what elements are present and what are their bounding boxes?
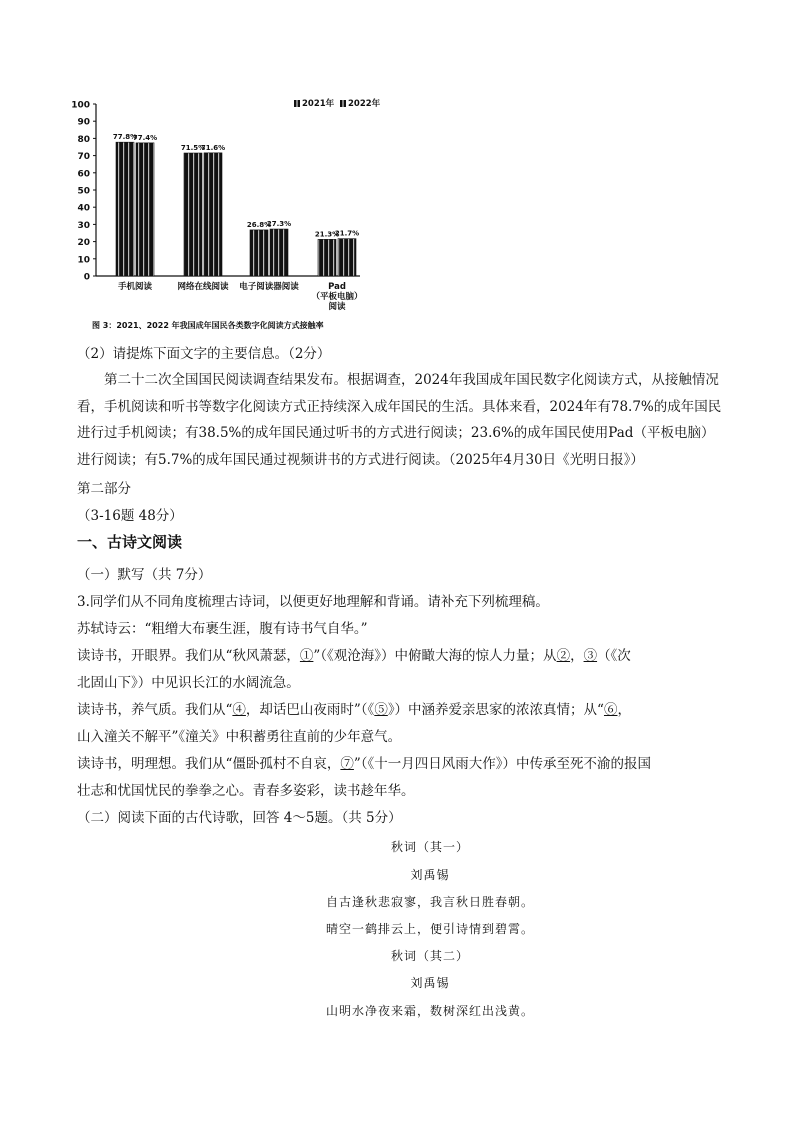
y-tick-label: 100 [71, 100, 90, 111]
y-tick-label: 50 [77, 186, 90, 197]
poem-2-title: 秋词（其二） [390, 949, 469, 963]
question-3-line-1 [77, 644, 631, 664]
category-label: 电子阅读器阅读 [239, 282, 299, 292]
y-tick-label: 70 [77, 152, 90, 163]
y-tick-label: 30 [77, 220, 90, 231]
question-3-line-2: 北固山下》）中见识长江的水阔流急。 [77, 675, 300, 691]
poem-1-title: 秋词（其一） [390, 840, 469, 854]
text: ， [570, 648, 584, 664]
legend-label: 2021年 [302, 99, 335, 109]
y-tick-label: 60 [77, 169, 90, 180]
blank-7[interactable]: ⑦ [340, 756, 354, 772]
legend-swatch [340, 100, 343, 107]
text: 》）中涵养爱亲思家的浓浓真情；从“ [387, 702, 604, 718]
category-label: 手机阅读 [117, 282, 153, 292]
question-3-line-3 [77, 698, 631, 718]
bar [184, 153, 202, 276]
subsection-dictation-title: （一）默写（共 7分） [77, 567, 212, 583]
question-3-intro: 3.同学们从不同角度梳理古诗词，以便更好地理解和背诵。请补充下列梳理稿。 [77, 594, 549, 610]
data-label: 26.8% [246, 220, 272, 229]
legend-swatch [294, 100, 297, 107]
text: ”（《观沧海》）中俯瞰大海的惊人力量；从 [313, 648, 557, 664]
bar [338, 239, 356, 276]
blank-1[interactable]: ① [299, 648, 314, 664]
category-label: 网络在线阅读 [177, 282, 229, 292]
text: ，却话巴山夜雨时”（《 [245, 702, 375, 718]
question-3-line-4: 山入潼关不解平”《潼关》中积蓄勇往直前的少年意气。 [77, 729, 402, 745]
text: ”（《十一月四日风雨大作》）中传承至死不渝的报国 [353, 756, 652, 772]
chart-caption: 图 3：2021、2022 年我国成年国民各类数字化阅读方式接触率 [92, 321, 324, 330]
y-tick-label: 10 [77, 255, 90, 266]
data-label: 77.4% [132, 133, 158, 142]
text: （《次 [597, 648, 631, 664]
y-tick-label: 80 [77, 134, 90, 145]
y-tick-label: 0 [83, 272, 90, 283]
poem-2-author: 刘禹锡 [410, 976, 450, 990]
bar [204, 153, 222, 276]
bar [136, 143, 154, 276]
text: 读诗书，养气质。我们从“ [77, 702, 233, 718]
blank-5[interactable]: ⑤ [374, 702, 388, 718]
y-tick-label: 40 [77, 203, 90, 214]
data-label: 21.7% [334, 229, 360, 238]
data-label: 77.8% [112, 133, 138, 142]
blank-2[interactable]: ② [556, 648, 571, 664]
poem-1-line-2: 晴空一鹤排云上，便引诗情到碧霄。 [325, 922, 534, 936]
question-3-line-5 [77, 752, 651, 772]
data-label: 71.6% [200, 143, 226, 152]
category-label: 阅读 [328, 302, 346, 312]
bar [250, 230, 268, 276]
data-label: 21.3% [314, 230, 340, 239]
question-2-passage: 第二十二次全国国民阅读调查结果发布。根据调查，2024年我国成年国民数字化阅读方式，从接触情况看，手机阅读和听书等数字化阅读方式正持续深入成年国民的生活。具体来看，2024年有78.7%的成年国民进行过手机阅读；有38.5%的成年国民通过听书的方式进行阅读；23.6%的成年国民使用Pad（平板电脑）进行阅读；有5.7%的成年国民通过视频讲书的方式进行阅读。（2025年4月30日《光明日报》） [77, 372, 722, 468]
data-label: 27.3% [266, 220, 292, 229]
legend-swatch [344, 100, 347, 107]
legend-label: 2022年 [348, 99, 381, 109]
question-2-prompt: （2）请提炼下面文字的主要信息。（2分） [77, 346, 331, 362]
part-two-title: 第二部分 [77, 481, 131, 497]
bar-chart-svg [60, 92, 400, 332]
text: 读诗书，明理想。我们从“僵卧孤村不自哀， [77, 756, 341, 772]
data-label: 71.5% [180, 144, 206, 153]
bar-chart [60, 92, 400, 332]
question-3-quote: 苏轼诗云：“粗缯大布裹生涯，腹有诗书气自华。” [77, 621, 368, 637]
poem-2-line-1: 山明水净夜来霜，数树深红出浅黄。 [325, 1004, 534, 1018]
category-label: （平板电脑） [311, 292, 363, 302]
bar [318, 239, 336, 276]
y-tick-label: 90 [77, 117, 90, 128]
blank-3[interactable]: ③ [583, 648, 598, 664]
text: 读诗书，开眼界。我们从“秋风萧瑟， [77, 648, 300, 664]
part-two-score: （3-16题 48分） [77, 508, 183, 524]
poem-1-line-1: 自古逢秋悲寂寥，我言秋日胜春朝。 [325, 895, 534, 909]
blank-6[interactable]: ⑥ [603, 702, 618, 718]
poem-1-author: 刘禹锡 [410, 868, 450, 882]
blank-4[interactable]: ④ [232, 702, 246, 718]
category-label: Pad [328, 282, 346, 292]
subsection-poem-title: （二）阅读下面的古代诗歌，回答 4～5题。（共 5分） [77, 810, 402, 826]
bar [116, 142, 134, 276]
section-title: 一、古诗文阅读 [77, 533, 183, 551]
text: ， [617, 702, 631, 718]
bar [270, 229, 288, 276]
question-3-line-6: 壮志和忧国忧民的拳拳之心。青春多姿彩，读书趁年华。 [77, 783, 415, 799]
y-tick-label: 20 [77, 238, 90, 249]
legend-swatch [298, 100, 301, 107]
